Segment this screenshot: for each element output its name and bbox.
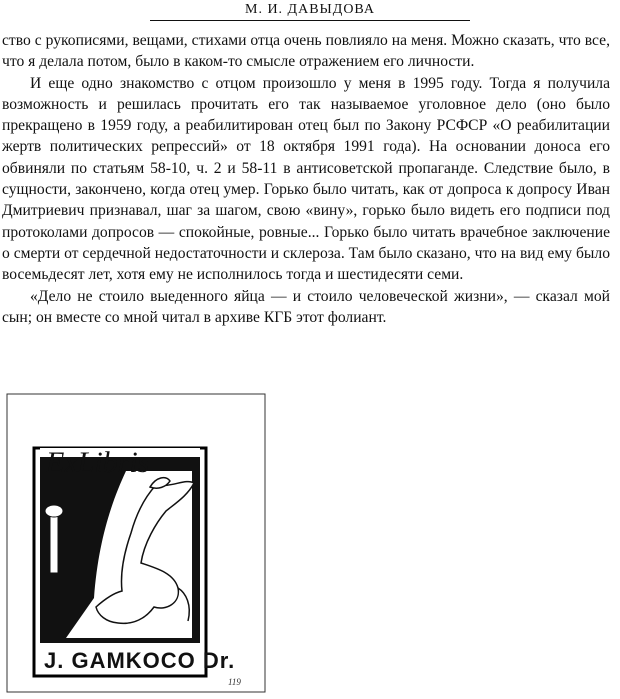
body-text (2, 30, 610, 328)
paragraph-3: «Дело не стоило выеденного яйца — и стоило человеческой жизни», — сказал мой сын; он вместе со мной читал в архиве КГБ этот фолиант. (2, 287, 610, 326)
exlibris-illustration (6, 393, 266, 693)
running-header: М. И. ДАВЫДОВА (245, 2, 375, 17)
paragraph-2: И еще одно знакомство с отцом произошло у меня в 1995 году. Тогда я получила возможность и решилась прочитать его так называемое уголовное дело (оно было прекращено в 1959 году, а реабилитирован отец был по Закону РСФСР «О реабилитации жертв политических репрессий» от 18 октября 1991 года). На основании доноса его обвиняли по статьям 58-10, ч. 2 и 58-11 в антисоветской пропаганде. Следствие было, в сущности, закончено, когда отец умер. Горько было читать, как от допроса к допросу Иван Дмитриевич признавал, шаг за шагом, свою «вину», горько было видеть его подписи под протоколами допросов — спокойные, ровные... Горько было читать врачебное заключение о смерти от сердечной недостаточности и склероза. Там было сказано, что на вид ему было восемьдесят лет, хотя ему не исполнилось тогда и шестидесяти семи. (2, 74, 610, 284)
plate-corner-mark: 119 (228, 677, 241, 687)
exlibris-bottom-text: J. GAMKOCO Dr. (44, 648, 236, 673)
header-rule (150, 20, 470, 21)
post-shape (50, 513, 58, 573)
exlibris-top-text: ExLibris (46, 446, 150, 479)
paragraph-1: ство с рукописями, вещами, стихами отца очень повлияло на меня. Можно сказать, что все, что я делала потом, было в каком-то смысле отражением его личности. (2, 32, 610, 71)
post-cap (45, 505, 63, 517)
exlibris-plate (6, 393, 266, 693)
